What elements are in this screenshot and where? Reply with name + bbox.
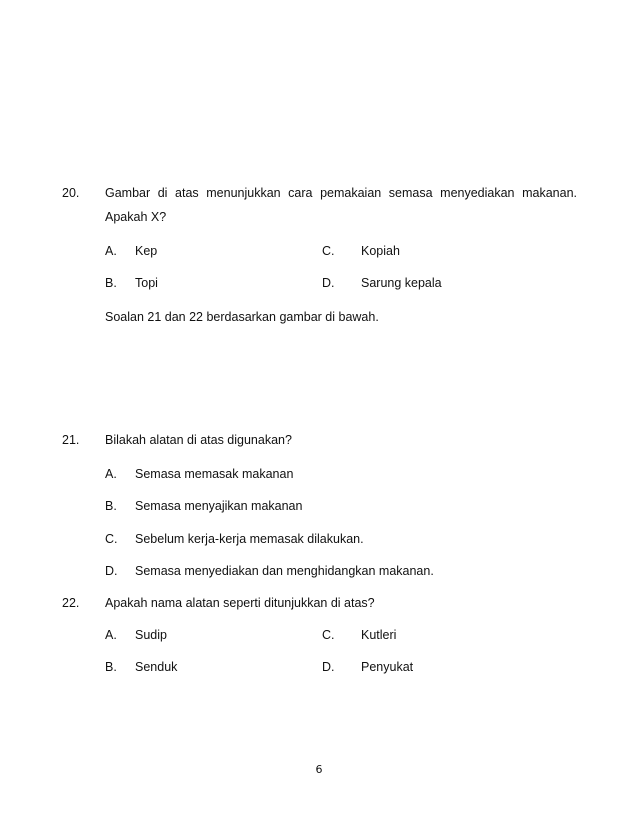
q21-option-d-text: Semasa menyediakan dan menghidangkan makanan. (135, 564, 434, 578)
q21-option-c-text: Sebelum kerja-kerja memasak dilakukan. (135, 532, 364, 546)
question-20-number: 20. (62, 186, 80, 200)
q22-option-c-letter: C. (322, 628, 335, 642)
q22-option-a-letter: A. (105, 628, 117, 642)
q20-option-d-text: Sarung kepala (361, 276, 442, 290)
q22-option-d-text: Penyukat (361, 660, 414, 674)
question-21-number: 21. (62, 433, 80, 447)
page-number: 6 (315, 763, 323, 776)
q21-option-a-text: Semasa memasak makanan (135, 467, 294, 481)
q21-option-c-letter: C. (105, 532, 118, 546)
q20-option-a-text: Kep (135, 244, 158, 258)
q21-option-b-text: Semasa menyajikan makanan (135, 499, 303, 513)
q20-option-a-letter: A. (105, 244, 117, 258)
q21-option-b-letter: B. (105, 499, 117, 513)
question-21-text: Bilakah alatan di atas digunakan? (105, 433, 292, 447)
q20-option-c-letter: C. (322, 244, 335, 258)
question-22-number: 22. (62, 596, 80, 610)
questions-21-22-note: Soalan 21 dan 22 berdasarkan gambar di bawah. (105, 310, 379, 324)
q20-option-c-text: Kopiah (361, 244, 400, 258)
question-22-text: Apakah nama alatan seperti ditunjukkan di atas? (105, 596, 375, 610)
q20-option-d-letter: D. (322, 276, 335, 290)
q22-option-c-text: Kutleri (361, 628, 397, 642)
q21-option-d-letter: D. (105, 564, 118, 578)
q20-option-b-letter: B. (105, 276, 117, 290)
q20-option-b-text: Topi (135, 276, 158, 290)
question-20-text: Gambar di atas menunjukkan cara pemakaian semasa menyediakan makanan. (105, 186, 577, 200)
q22-option-b-letter: B. (105, 660, 117, 674)
q21-option-a-letter: A. (105, 467, 117, 481)
question-20-prompt: Apakah X? (105, 210, 167, 224)
q22-option-a-text: Sudip (135, 628, 167, 642)
q22-option-b-text: Senduk (135, 660, 178, 674)
q22-option-d-letter: D. (322, 660, 335, 674)
